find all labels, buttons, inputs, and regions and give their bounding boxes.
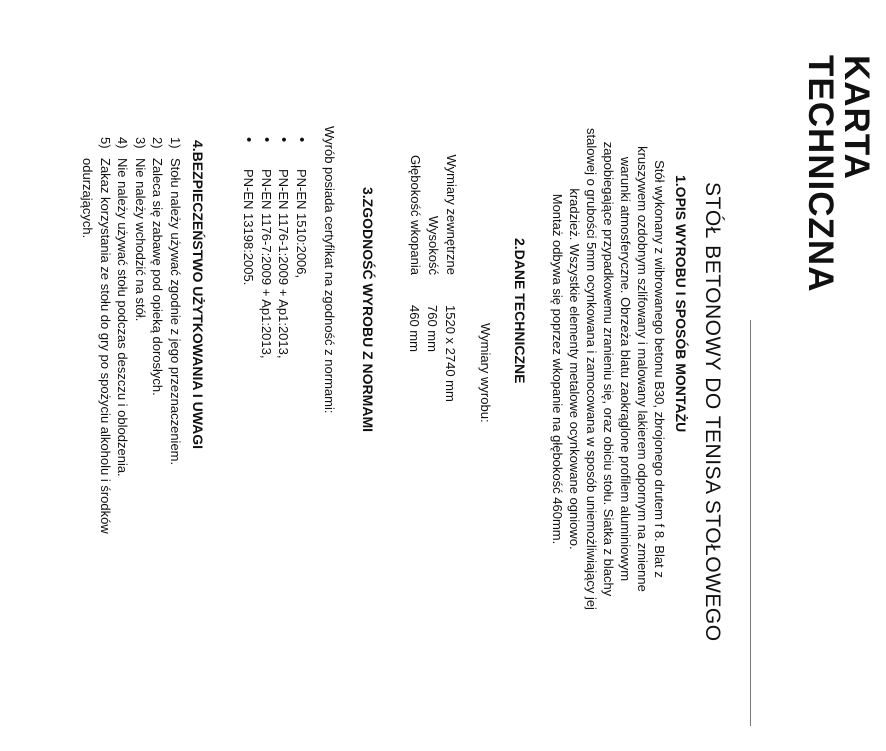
item-number: 1): [168, 137, 183, 149]
title-line-1: KARTA: [837, 55, 876, 180]
norm-item: • PN-EN 1510:2006,: [293, 137, 311, 358]
dimension-label: Wymiary zewnętrzne: [444, 154, 459, 275]
norms-intro: Wyrób posiada certyfikat na zgodność z normami:: [322, 126, 337, 414]
description-line: Stół wykonany z wibrowanego betonu B30, zbrojonego drutem f 8. Blat z: [652, 160, 667, 578]
section-1-description: [549, 128, 668, 610]
description-line: warunki atmosferyczne. Obrzeża blatu zaokrąglone profilem aluminiowym: [618, 156, 633, 582]
safety-item: [114, 137, 132, 534]
item-number: 3): [133, 137, 148, 149]
dimension-row-outer: [442, 100, 459, 275]
item-number: 4): [115, 137, 131, 149]
safety-list: [79, 137, 184, 534]
item-number: 2): [150, 137, 166, 149]
description-line: Montaż odbywa się poprzez wkopanie na głębokość 460mm.: [550, 193, 565, 545]
safety-item: [79, 137, 114, 534]
norm-item: • PN-EN 1176-7:2009 + Ap1:2013,: [258, 137, 276, 358]
description-line: zapobiegające przypadkowemu zranieniu się, oraz obiciu stołu. Siatka z blachy: [601, 141, 616, 597]
dimension-value: 460 mm: [407, 305, 422, 352]
document-subtitle: STÓŁ BETONOWY DO TENISA STOŁOWEGO: [701, 182, 724, 642]
title-line-2: TECHNICZNA: [801, 55, 840, 293]
dimension-label: Głębokość wkopania: [408, 155, 423, 275]
safety-item: [149, 137, 167, 534]
section-2-heading: 2.DANE TECHNICZNE: [512, 238, 528, 384]
norms-list: [240, 137, 310, 358]
description-line: kradzież. Wszystkie elementy metalowe ocynkowane ogniowo.: [567, 188, 582, 550]
safety-item: [167, 137, 185, 534]
description-line: kruszywem ozdobnym szlifowany i malowany lakierem odpornym na zmienne: [635, 146, 650, 592]
item-text: Zakaz korzystania ze stołu do gry po spożyciu alkoholu i środków: [98, 158, 113, 534]
dimension-label: Wysokość: [426, 215, 441, 275]
section-1-heading: 1.OPIS WYROBU I SPOSÓB MONTAŻU: [673, 175, 689, 433]
norm-item: • PN-EN 1176-1:2009 + Ap1:2013,: [275, 137, 293, 358]
item-text: Zaleca się zabawę pod opieką dorosłych.: [150, 158, 166, 396]
item-text: Nie należy wchodzić na stół.: [133, 158, 148, 322]
item-text: Stołu należy używać zgodnie z jego przeznaczeniem.: [168, 158, 183, 466]
dimension-row-depth: [406, 100, 423, 275]
section-3-heading: 3.ZGODNOŚĆ WYROBU Z NORMAMI: [360, 187, 376, 432]
dimension-value: 760 mm: [425, 305, 440, 352]
dimensions-caption: Wymiary wyrobu:: [478, 323, 493, 423]
description-line: stalowej o grubości 5mm ocynkowana i zamocowana w sposób uniemożliwiający jej: [584, 128, 599, 610]
item-text-continued: odurzających.: [80, 158, 96, 239]
item-number: 5): [98, 137, 113, 149]
dimension-row-height: [424, 100, 441, 275]
safety-item: [132, 137, 150, 534]
section-4-heading: 4.BEZPIECZEŃSTWO UŻYTKOWANIA I UWAGI: [190, 140, 206, 450]
title-divider: [750, 320, 751, 726]
item-text: Nie należy używać stołu podczas deszczu i oblodzenia.: [115, 158, 131, 477]
norm-item: • PN-EN 13198:2005.: [240, 137, 258, 358]
dimension-value: 1520 x 2740 mm: [443, 305, 458, 402]
